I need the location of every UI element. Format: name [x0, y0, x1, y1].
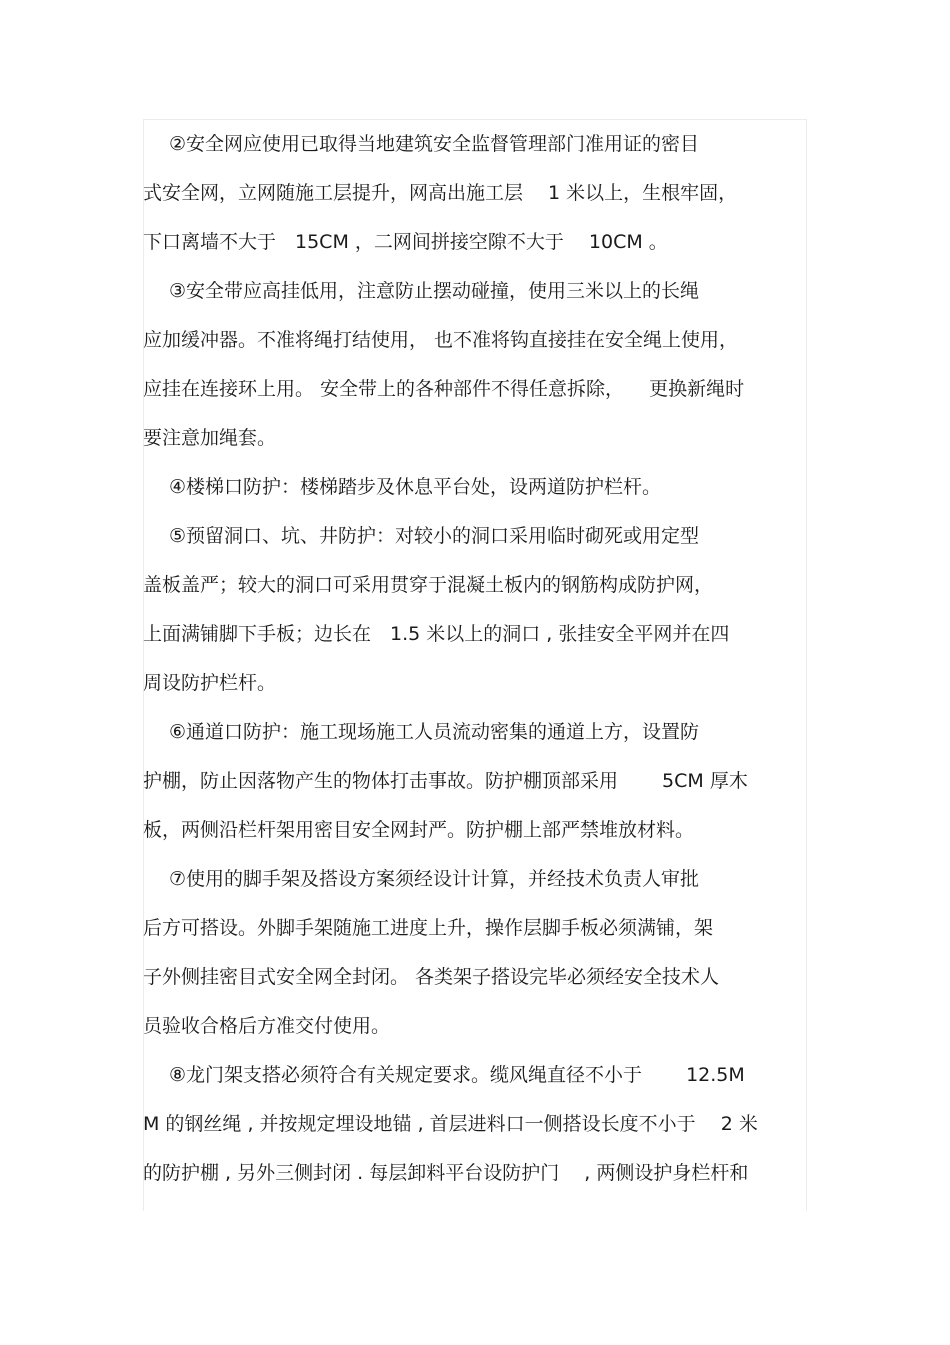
text-line: ⑥通道口防护：施工现场施工人员流动密集的通道上方，设置防	[169, 721, 700, 743]
text-line: ⑤预留洞口、坑、井防护：对较小的洞口采用临时砌死或用定型	[169, 525, 700, 547]
paragraph-safety-net	[143, 120, 807, 267]
document-body	[143, 120, 807, 1198]
text-line: ⑦使用的脚手架及搭设方案须经设计计算，并经技术负责人审批	[169, 868, 700, 890]
paragraph-gantry	[143, 1051, 807, 1198]
paragraph-scaffold	[143, 855, 807, 1051]
paragraph-stairwell	[143, 463, 807, 512]
text-line: ⑧龙门架支搭必须符合有关规定要求。缆风绳直径不小于 12.5M	[169, 1064, 745, 1086]
text-line: 的防护棚 , 另外三侧封闭 . 每层卸料平台设防护门 , 两侧设护身栏杆和	[143, 1162, 749, 1184]
text-line: 式安全网，立网随施工层提升，网高出施工层 1 米以上，生根牢固，	[143, 182, 738, 204]
text-line: 要注意加绳套。	[143, 427, 277, 449]
text-line: ②安全网应使用已取得当地建筑安全监督管理部门准用证的密目	[169, 133, 700, 155]
text-line: 后方可搭设。外脚手架随施工进度上升，操作层脚手板必须满铺，架	[143, 917, 714, 939]
text-line: 员验收合格后方准交付使用。	[143, 1015, 391, 1037]
text-line: 子外侧挂密目式安全网全封闭。 各类架子搭设完毕必须经安全技术人	[143, 966, 720, 988]
text-line: 护棚，防止因落物产生的物体打击事故。防护棚顶部采用 5CM 厚木	[143, 770, 748, 792]
text-line: 周设防护栏杆。	[143, 672, 277, 694]
text-line: 应加缓冲器。不准将绳打结使用， 也不准将钩直接挂在安全绳上使用，	[143, 329, 739, 351]
text-line: 应挂在连接环上用。 安全带上的各种部件不得任意拆除， 更换新绳时	[143, 378, 745, 400]
paragraph-passage	[143, 708, 807, 855]
text-line: 板，两侧沿栏杆架用密目安全网封严。防护棚上部严禁堆放材料。	[143, 819, 695, 841]
text-line: 下口离墙不大于 15CM ，二网间拼接空隙不大于 10CM 。	[143, 231, 668, 253]
paragraph-openings	[143, 512, 807, 708]
text-line: ④楼梯口防护：楼梯踏步及休息平台处，设两道防护栏杆。	[169, 476, 662, 498]
text-line: ③安全带应高挂低用，注意防止摆动碰撞，使用三米以上的长绳	[169, 280, 700, 302]
text-line: M 的钢丝绳 , 并按规定埋设地锚 , 首层进料口一侧搭设长度不小于 2 米	[143, 1113, 758, 1135]
text-line: 上面满铺脚下手板；边长在 1.5 米以上的洞口 , 张挂安全平网并在四	[143, 623, 730, 645]
text-line: 盖板盖严；较大的洞口可采用贯穿于混凝土板内的钢筋构成防护网，	[143, 574, 714, 596]
paragraph-safety-belt	[143, 267, 807, 463]
